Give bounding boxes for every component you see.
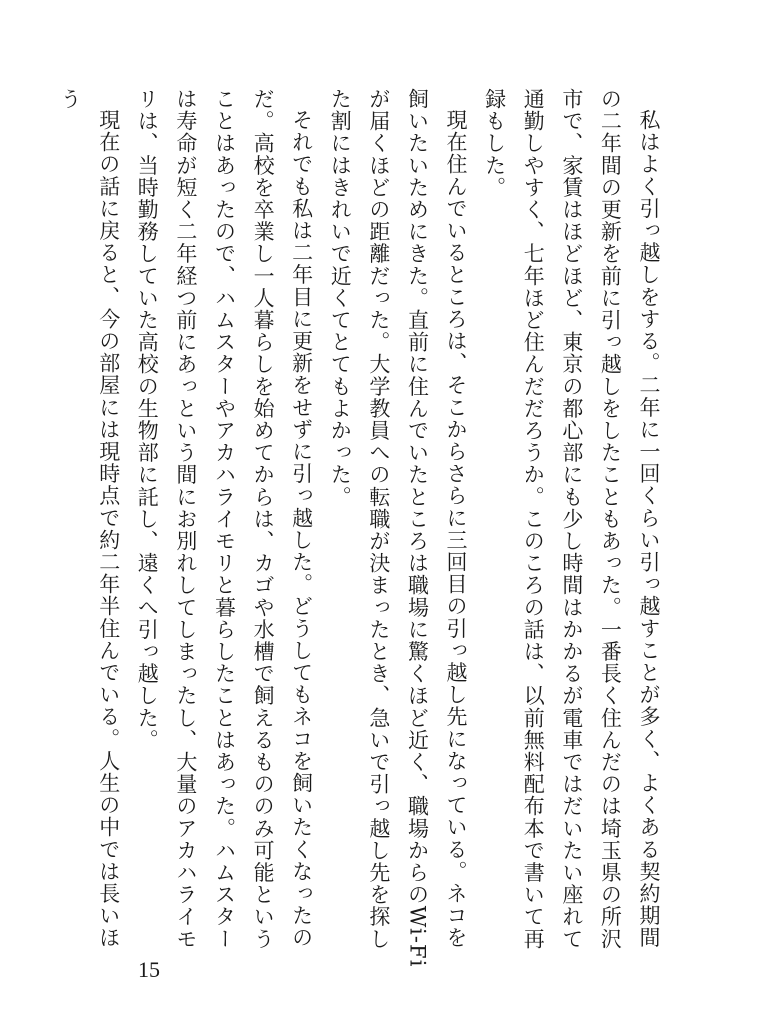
paragraph-4: 現在の話に戻ると、今の部屋には現時点で約二年半住んでいる。人生の中では長いほう <box>58 88 121 949</box>
paragraph-2: 現在住んでいるところは、そこからさらに三回目の引っ越し先になっている。ネコを飼いたいためにきた。直前に住んでいたところは職場に驚くほど近く、職場からのWi-Fiが届くほどの距離だった。大学教員への転職が決まったとき、急いで引っ越し先を探した割にはきれいで近くてとてもよかった。 <box>328 88 469 968</box>
paragraph-3: それでも私は二年目に更新をせずに引っ越した。どうしてもネコを飼いたくなったのだ。高校を卒業し一人暮らしを始めてからは、カゴや水槽で飼えるもののみ可能ということはあったので、ハムスターやアカハライモリと暮らしたことはあった。ハムスターは寿命が短く二年経つ前にあっという間にお別れしてしまったし、大量のアカハライモリは、当時勤務していた高校の生物部に託し、遠くへ引っ越した。 <box>135 88 314 950</box>
page-number: 15 <box>138 957 160 982</box>
paragraph-1: 私はよく引っ越しをする。二年に一回くらい引っ越すことが多く、よくある契約期間の二年間の更新を前に引っ越しをしたこともあった。一番長く住んだのは埼玉県の所沢市で、家賃はほどほど、東京の都心部にも少し時間はかかるが電車ではだいたい座れて通勤しやすく、七年ほど住んだだろうか。このころの話は、以前無料配布本で書いて再録もした。 <box>482 88 661 950</box>
vertical-text-body <box>51 88 669 968</box>
